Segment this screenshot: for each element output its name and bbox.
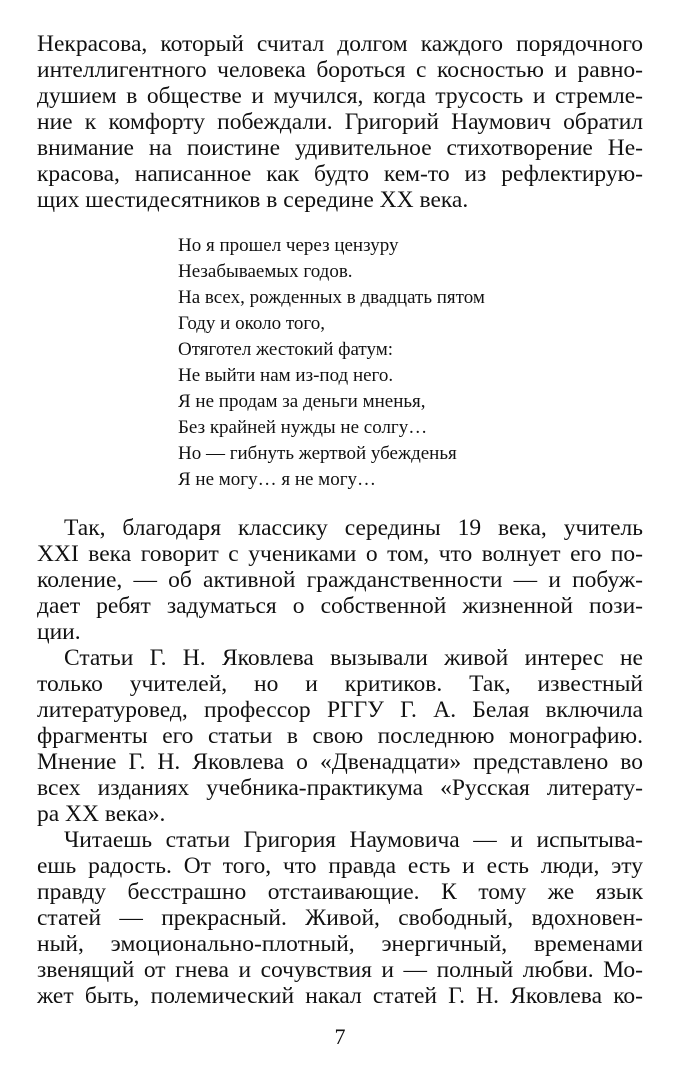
poem-line: Незабываемых годов. <box>178 261 353 282</box>
poem-line: Я не могу… я не могу… <box>178 469 376 490</box>
text-line: статей — прекрасный. Живой, свободный, вдохновен- <box>37 905 643 931</box>
text-line: коление, — об активной гражданственности — и побуж- <box>37 567 643 593</box>
text-line: Так, благодаря классику середины 19 века, учитель <box>64 515 643 541</box>
poem-line: Но — гибнуть жертвой убежденья <box>178 443 457 464</box>
poem-line: Не выйти нам из-под него. <box>178 365 394 386</box>
text-line: душием в обществе и мучился, когда трусость и стремле- <box>37 83 643 109</box>
text-line: жет быть, полемический накал статей Г. Н. Яковлева ко- <box>37 983 643 1009</box>
text-line: звенящий от гнева и сочувствия и — полный любви. Мо- <box>37 957 643 983</box>
text-line: правду бесстрашно отстаивающие. К тому же язык <box>37 879 643 905</box>
poem-line: Я не продам за деньги мненья, <box>178 391 426 412</box>
text-line: ра XX века». <box>37 801 166 827</box>
text-line: внимание на поистине удивительное стихотворение Не- <box>37 135 643 161</box>
text-line: ции. <box>37 619 81 645</box>
poem-line: Без крайней нужды не солгу… <box>178 417 428 438</box>
text-line: красова, написанное как будто кем-то из рефлектирую- <box>37 161 643 187</box>
text-line: интеллигентного человека бороться с косностью и равно- <box>37 57 643 83</box>
poem-line: Но я прошел через цензуру <box>178 235 399 256</box>
text-line: ешь радость. От того, что правда есть и есть люди, эту <box>37 853 643 879</box>
text-line: Некрасова, который считал долгом каждого порядочного <box>37 31 643 57</box>
text-line: дает ребят задуматься о собственной жизненной пози- <box>37 593 643 619</box>
text-line: Мнение Г. Н. Яковлева о «Двенадцати» представлено во <box>37 749 643 775</box>
poem-line: Отяготел жестокий фатум: <box>178 339 393 360</box>
text-line: щих шестидесятников в середине XX века. <box>37 187 469 213</box>
text-line: Статьи Г. Н. Яковлева вызывали живой интерес не <box>64 645 643 671</box>
text-line: ние к комфорту побеждали. Григорий Наумович обратил <box>37 109 643 135</box>
text-line: фрагменты его статьи в свою последнюю монографию. <box>37 723 643 749</box>
page-number: 7 <box>334 1024 346 1049</box>
text-line: Читаешь статьи Григория Наумовича — и испытыва- <box>64 827 643 853</box>
text-line: XXI века говорит с учениками о том, что волнует его по- <box>37 541 643 567</box>
poem-line: Году и около того, <box>178 313 325 334</box>
text-line: всех изданиях учебника-практикума «Русская литерату- <box>37 775 643 801</box>
text-line: ный, эмоционально-плотный, энергичный, временами <box>37 931 643 957</box>
text-line: только учителей, но и критиков. Так, известный <box>37 671 643 697</box>
text-line: литературовед, профессор РГГУ Г. А. Белая включила <box>37 697 643 723</box>
poem-line: На всех, рожденных в двадцать пятом <box>178 287 485 308</box>
